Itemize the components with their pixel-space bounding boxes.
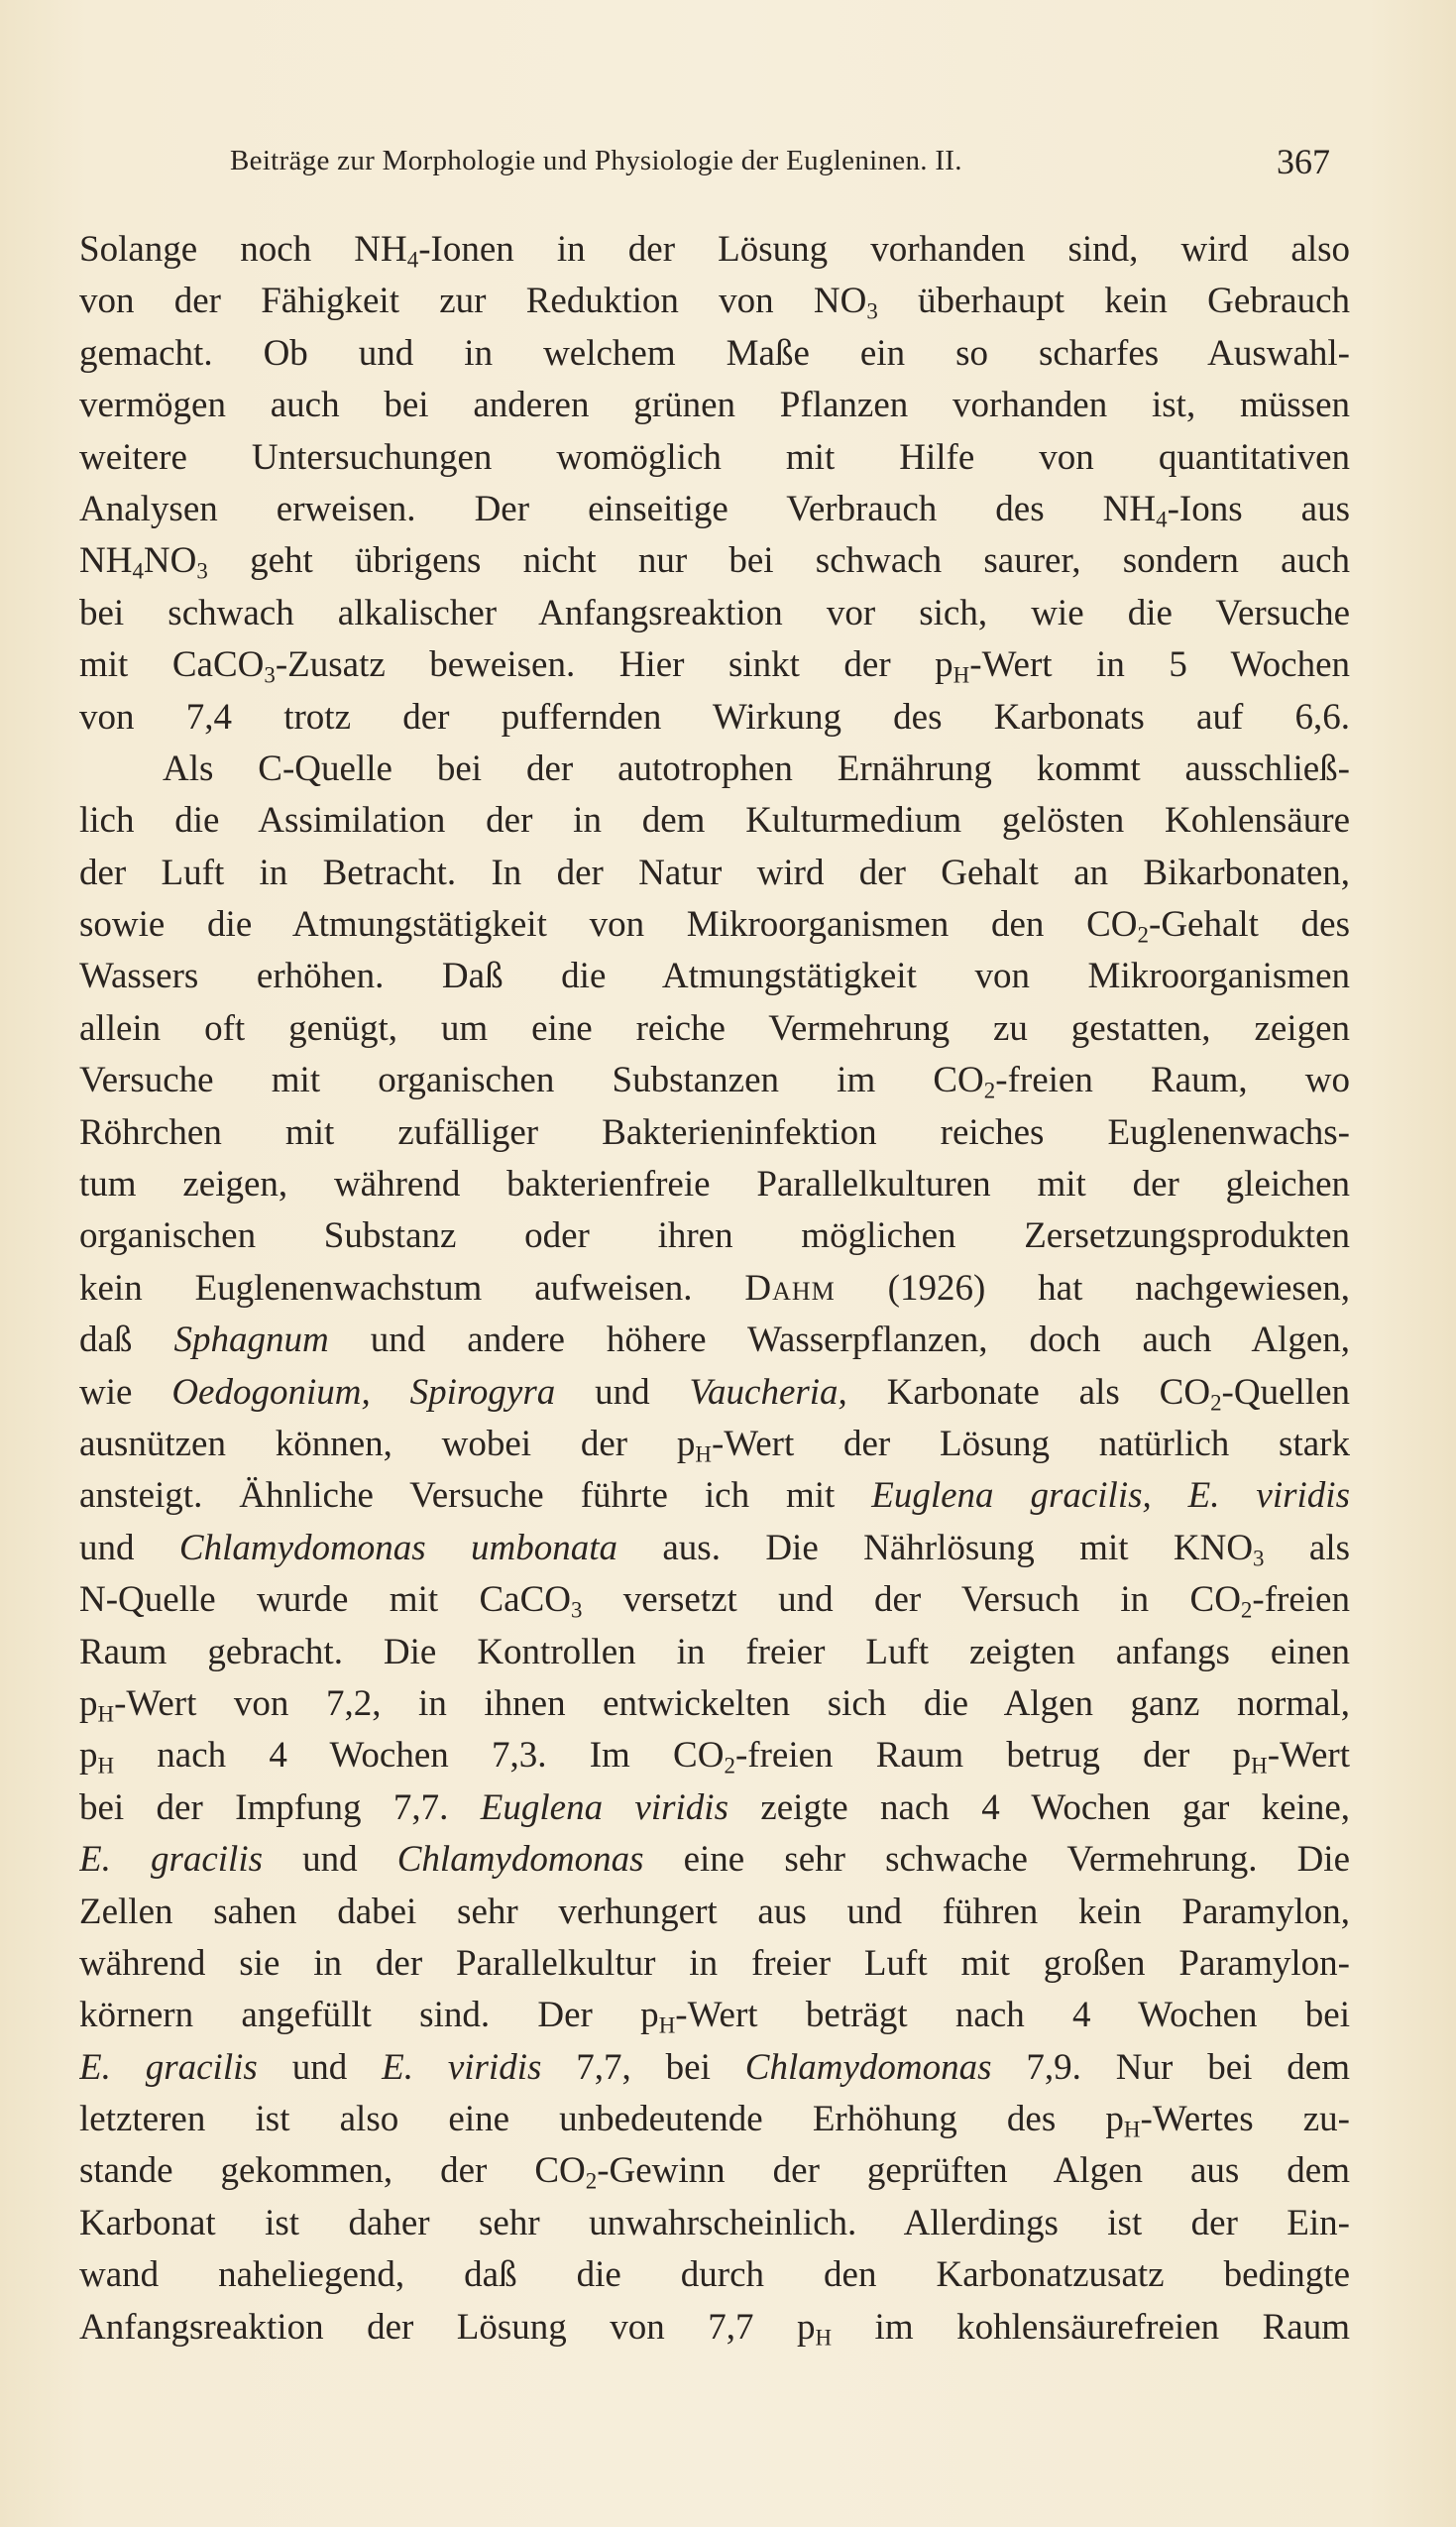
text-segment: stande gekommen, der CO [79, 2150, 586, 2192]
text-line [79, 2042, 1350, 2094]
text-segment: p [79, 1735, 98, 1777]
text-segment: bei schwach alkalischer Anfangsreaktion vor sich, wie die Versuche [79, 592, 1350, 633]
text-segment: letzteren ist also eine unbedeutende Erhöhung des p [79, 2099, 1124, 2140]
text-segment: aus. Die Nährlösung mit KNO [617, 1527, 1254, 1568]
text-segment: N-Quelle wurde mit CaCO [79, 1579, 571, 1621]
italic-term: Euglena gracilis, E. viridis [871, 1475, 1350, 1517]
italic-term: Euglena viridis [480, 1786, 728, 1828]
text-segment: allein oft genügt, um eine reiche Vermehrung zu gestatten, zeigen [79, 1007, 1350, 1049]
text-segment: körnern angefüllt sind. Der p [79, 1995, 659, 2036]
text-segment: -Wert [1267, 1735, 1350, 1777]
author-name: Dahm [744, 1267, 836, 1309]
text-segment: -freien [1252, 1579, 1350, 1621]
text-line [79, 535, 1350, 587]
text-segment: sowie die Atmungstätigkeit von Mikroorganismen den CO [79, 904, 1138, 946]
subscript: H [815, 2325, 833, 2351]
text-segment: -Zusatz beweisen. Hier sinkt der p [275, 644, 953, 686]
text-segment: wie [79, 1371, 172, 1413]
text-segment: -Gehalt des [1149, 904, 1350, 946]
text-segment: und [257, 2046, 383, 2088]
text-segment: -Wert der Lösung natürlich stark [711, 1423, 1350, 1464]
text-line [79, 1367, 1350, 1419]
text-line [79, 588, 1350, 639]
body-text [79, 224, 1350, 2354]
subscript: H [952, 662, 970, 688]
text-segment: -Gewinn der geprüften Algen aus dem [597, 2150, 1350, 2192]
text-segment: -Ionen in der Lösung vorhanden sind, wird also [418, 229, 1350, 270]
text-line [79, 1834, 1350, 1886]
subscript: 3 [570, 1597, 583, 1623]
subscript: H [1251, 1753, 1268, 1779]
text-segment: -Ions aus [1167, 488, 1350, 529]
text-segment: nach 4 Wochen 7,3. Im CO [114, 1735, 725, 1777]
text-line [79, 951, 1350, 1002]
italic-term: E. gracilis [79, 2046, 258, 2088]
text-line [79, 1782, 1350, 1834]
text-segment: organischen Substanz oder ihren möglichen Zersetzungsprodukten [79, 1215, 1350, 1257]
text-segment: zeigte nach 4 Wochen gar keine, [728, 1786, 1350, 1828]
text-line [79, 639, 1350, 691]
text-segment: ausnützen können, wobei der p [79, 1423, 696, 1464]
text-segment: überhaupt kein Gebrauch [877, 281, 1350, 322]
text-segment: p [79, 1682, 98, 1724]
text-segment: der Luft in Betracht. In der Natur wird der Gehalt an Bikarbonaten, [79, 852, 1350, 893]
text-segment: wand naheliegend, daß die durch den Karbonatzusatz bedingte [79, 2254, 1350, 2296]
page-header [230, 141, 1330, 190]
text-segment: -freien Raum betrug der p [734, 1735, 1252, 1777]
italic-term: E. viridis [382, 2046, 542, 2088]
text-line [79, 1938, 1350, 1990]
subscript: 3 [1253, 1546, 1265, 1571]
subscript: 2 [1210, 1390, 1222, 1416]
text-segment: und [555, 1371, 690, 1413]
subscript: 4 [406, 247, 419, 273]
text-segment: von 7,4 trotz der puffernden Wirkung des Karbonats auf 6,6. [79, 696, 1350, 738]
text-segment: Karbonat ist daher sehr unwahrscheinlich. Allerdings ist der Ein- [79, 2202, 1350, 2243]
text-line [79, 848, 1350, 899]
text-segment: von der Fähigkeit zur Reduktion von NO [79, 281, 867, 322]
text-segment: als [1264, 1527, 1350, 1568]
text-line [79, 1523, 1350, 1574]
text-line [79, 1315, 1350, 1366]
text-segment: -Wert beträgt nach 4 Wochen bei [675, 1995, 1350, 2036]
italic-term: Chlamydomonas [744, 2046, 992, 2088]
text-segment: Anfangsreaktion der Lösung von 7,7 p [79, 2306, 816, 2348]
text-line [79, 1730, 1350, 1781]
subscript: 4 [132, 558, 144, 584]
text-line [79, 1627, 1350, 1678]
subscript: H [97, 1753, 115, 1779]
running-head: Beiträge zur Morphologie und Physiologie der Eugleninen. II. [230, 145, 962, 176]
text-line [79, 1107, 1350, 1159]
italic-term: Chlamydomonas [396, 1839, 644, 1881]
text-segment: (1926) hat nachgewiesen, [835, 1267, 1350, 1309]
text-segment: geht übrigens nicht nur bei schwach saurer, sondern auch [207, 540, 1350, 582]
text-line [79, 795, 1350, 847]
text-line [79, 2249, 1350, 2301]
text-segment: -Wert in 5 Wochen [969, 644, 1350, 686]
text-line [79, 2145, 1350, 2197]
subscript: 2 [585, 2168, 598, 2194]
subscript: 2 [983, 1078, 996, 1103]
text-segment: und [263, 1839, 397, 1881]
text-segment: Als C-Quelle bei der autotrophen Ernährung kommt ausschließ- [163, 747, 1350, 789]
subscript: 2 [1240, 1597, 1253, 1623]
text-segment: gemacht. Ob und in welchem Maße ein so scharfes Auswahl- [79, 332, 1350, 374]
text-line [79, 899, 1350, 951]
text-segment: versetzt und der Versuch in CO [582, 1579, 1241, 1621]
text-line [79, 744, 1350, 795]
text-segment: daß [79, 1320, 174, 1361]
subscript: 4 [1156, 507, 1168, 532]
text-segment: -Quellen [1221, 1371, 1350, 1413]
text-segment: Raum gebracht. Die Kontrollen in freier Luft zeigten anfangs einen [79, 1631, 1350, 1672]
text-segment: -freien Raum, wo [995, 1060, 1350, 1101]
text-line [79, 1887, 1350, 1938]
text-segment: ansteigt. Ähnliche Versuche führte ich mit [79, 1475, 872, 1517]
text-line [79, 1003, 1350, 1055]
text-line [79, 1574, 1350, 1626]
italic-term: E. gracilis [79, 1839, 264, 1881]
text-line [79, 2094, 1350, 2145]
page-number: 367 [1277, 142, 1330, 181]
text-segment: 7,9. Nur bei dem [991, 2046, 1350, 2088]
text-line [79, 328, 1350, 380]
subscript: H [97, 1701, 115, 1727]
text-segment: Röhrchen mit zufälliger Bakterieninfektion reiches Euglenenwachs- [79, 1111, 1350, 1153]
text-segment: vermögen auch bei anderen grünen Pflanzen vorhanden ist, müssen [79, 385, 1350, 426]
text-segment: NH [79, 540, 133, 582]
italic-term: Chlamydomonas umbonata [178, 1527, 617, 1568]
subscript: 3 [196, 558, 208, 584]
subscript: 2 [1137, 922, 1149, 948]
text-line [79, 1470, 1350, 1522]
text-line [79, 1210, 1350, 1262]
text-line [79, 380, 1350, 431]
text-segment: Zellen sahen dabei sehr verhungert aus und führen kein Paramylon, [79, 1891, 1350, 1932]
text-line [79, 1159, 1350, 1210]
text-line [79, 276, 1350, 327]
subscript: H [658, 2012, 676, 2038]
text-segment: Versuche mit organischen Substanzen im CO [79, 1060, 984, 1101]
text-segment: und andere höhere Wasserpflanzen, doch auch Algen, [328, 1320, 1350, 1361]
text-segment: während sie in der Parallelkultur in freier Luft mit großen Paramylon- [79, 1942, 1350, 1984]
text-segment: bei der Impfung 7,7. [79, 1786, 481, 1828]
text-segment: weitere Untersuchungen womöglich mit Hilfe von quantitativen [79, 436, 1350, 478]
text-segment: eine sehr schwache Vermehrung. Die [643, 1839, 1350, 1881]
text-line [79, 1678, 1350, 1730]
text-line [79, 432, 1350, 484]
text-line [79, 2198, 1350, 2249]
text-segment: kein Euglenenwachstum aufweisen. [79, 1267, 745, 1309]
subscript: H [695, 1441, 712, 1467]
italic-term: Vaucheria, [689, 1371, 847, 1413]
subscript: 3 [264, 662, 276, 688]
italic-term: Sphagnum [173, 1320, 329, 1361]
text-segment: Analysen erweisen. Der einseitige Verbrauch des NH [79, 488, 1157, 529]
text-segment: NO [143, 540, 197, 582]
subscript: 3 [866, 298, 878, 324]
text-line [79, 224, 1350, 276]
text-segment: mit CaCO [79, 644, 265, 686]
text-segment: Karbonate als CO [846, 1371, 1211, 1413]
italic-term: Oedogonium, Spirogyra [171, 1371, 556, 1413]
text-line [79, 1990, 1350, 2041]
subscript: H [1123, 2117, 1141, 2142]
text-segment: im kohlensäurefreien Raum [832, 2306, 1350, 2348]
text-segment: und [79, 1527, 179, 1568]
text-segment: -Wert von 7,2, in ihnen entwickelten sich die Algen ganz normal, [114, 1682, 1350, 1724]
text-line [79, 484, 1350, 535]
text-line [79, 692, 1350, 744]
text-segment: 7,7, bei [541, 2046, 745, 2088]
text-segment: -Wertes zu- [1140, 2099, 1350, 2140]
text-segment: lich die Assimilation der in dem Kulturmedium gelösten Kohlensäure [79, 800, 1350, 842]
text-segment: Wassers erhöhen. Daß die Atmungstätigkeit von Mikroorganismen [79, 956, 1350, 997]
text-line [79, 1263, 1350, 1315]
text-line [79, 1419, 1350, 1470]
text-line [79, 1055, 1350, 1106]
text-line [79, 2302, 1350, 2354]
subscript: 2 [724, 1753, 735, 1779]
text-segment: tum zeigen, während bakterienfreie Parallelkulturen mit der gleichen [79, 1164, 1350, 1206]
text-segment: Solange noch NH [79, 229, 407, 270]
